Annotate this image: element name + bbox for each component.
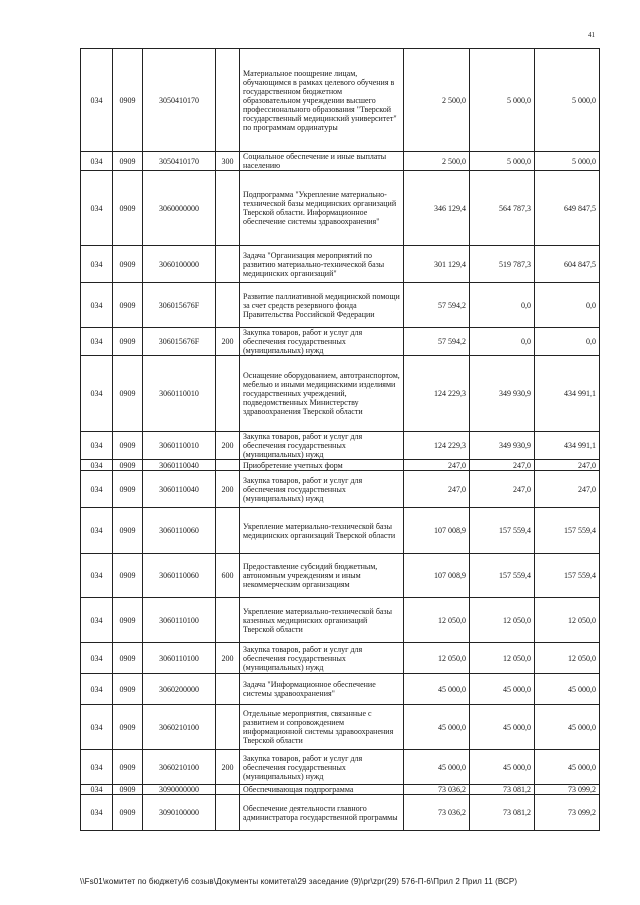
cell-admin-code: 034 — [81, 49, 113, 152]
cell-amount-3: 5 000,0 — [535, 49, 600, 152]
cell-description: Задача "Информационное обеспечение системы здравоохранения" — [240, 674, 404, 705]
cell-admin-code: 034 — [81, 283, 113, 328]
cell-target-article: 306015676F — [143, 283, 216, 328]
cell-admin-code: 034 — [81, 795, 113, 831]
cell-section-code: 0909 — [113, 471, 143, 508]
cell-amount-3: 0,0 — [535, 328, 600, 356]
cell-amount-1: 2 500,0 — [404, 49, 470, 152]
cell-amount-2: 73 081,2 — [470, 785, 535, 795]
cell-description: Закупка товаров, работ и услуг для обеспечения государственных (муниципальных) нужд — [240, 432, 404, 460]
cell-amount-3: 45 000,0 — [535, 674, 600, 705]
cell-expense-type — [216, 785, 240, 795]
table-row — [81, 283, 600, 328]
cell-target-article: 3060110060 — [143, 508, 216, 554]
cell-amount-3: 649 847,5 — [535, 171, 600, 246]
cell-description: Закупка товаров, работ и услуг для обеспечения государственных (муниципальных) нужд — [240, 643, 404, 674]
cell-amount-3: 0,0 — [535, 283, 600, 328]
cell-description: Закупка товаров, работ и услуг для обеспечения государственных (муниципальных) нужд — [240, 471, 404, 508]
cell-target-article: 3060200000 — [143, 674, 216, 705]
cell-expense-type — [216, 795, 240, 831]
cell-amount-2: 5 000,0 — [470, 49, 535, 152]
table-row — [81, 171, 600, 246]
cell-amount-1: 45 000,0 — [404, 674, 470, 705]
table-row — [81, 598, 600, 643]
cell-amount-3: 5 000,0 — [535, 152, 600, 171]
cell-amount-3: 12 050,0 — [535, 643, 600, 674]
cell-amount-3: 157 559,4 — [535, 508, 600, 554]
cell-target-article: 3060210100 — [143, 750, 216, 785]
cell-amount-1: 107 008,9 — [404, 508, 470, 554]
cell-admin-code: 034 — [81, 471, 113, 508]
cell-expense-type: 200 — [216, 750, 240, 785]
cell-description: Подпрограмма "Укрепление материально-технической базы медицинских организаций Тверской области. Информационное обеспечение системы здравоохранения" — [240, 171, 404, 246]
cell-amount-3: 45 000,0 — [535, 750, 600, 785]
cell-target-article: 3060110010 — [143, 356, 216, 432]
cell-expense-type — [216, 171, 240, 246]
page-number: 41 — [588, 31, 595, 39]
cell-section-code: 0909 — [113, 171, 143, 246]
cell-admin-code: 034 — [81, 152, 113, 171]
cell-admin-code: 034 — [81, 750, 113, 785]
cell-expense-type: 300 — [216, 152, 240, 171]
cell-amount-3: 45 000,0 — [535, 705, 600, 750]
cell-target-article: 306015676F — [143, 328, 216, 356]
cell-description: Материальное поощрение лицам, обучающимся в рамках целевого обучения в государственном бюджетном образовательном учреждении высшего профессионального образования "Тверской государственный медицинский университет" по программам ординатуры — [240, 49, 404, 152]
table-row — [81, 643, 600, 674]
cell-amount-3: 247,0 — [535, 471, 600, 508]
cell-amount-2: 45 000,0 — [470, 674, 535, 705]
cell-amount-2: 157 559,4 — [470, 508, 535, 554]
cell-amount-1: 107 008,9 — [404, 554, 470, 598]
table-row — [81, 508, 600, 554]
cell-amount-1: 57 594,2 — [404, 283, 470, 328]
cell-amount-3: 73 099,2 — [535, 785, 600, 795]
table-row — [81, 246, 600, 283]
table-row — [81, 328, 600, 356]
cell-section-code: 0909 — [113, 356, 143, 432]
table-row — [81, 785, 600, 795]
cell-section-code: 0909 — [113, 785, 143, 795]
cell-section-code: 0909 — [113, 554, 143, 598]
cell-amount-2: 247,0 — [470, 460, 535, 471]
cell-amount-1: 247,0 — [404, 471, 470, 508]
cell-target-article: 3050410170 — [143, 49, 216, 152]
cell-amount-1: 124 229,3 — [404, 356, 470, 432]
cell-expense-type — [216, 508, 240, 554]
cell-amount-1: 2 500,0 — [404, 152, 470, 171]
cell-description: Обеспечение деятельности главного администратора государственной программы — [240, 795, 404, 831]
table-row — [81, 432, 600, 460]
cell-section-code: 0909 — [113, 674, 143, 705]
cell-section-code: 0909 — [113, 460, 143, 471]
table-row — [81, 554, 600, 598]
cell-admin-code: 034 — [81, 674, 113, 705]
cell-amount-2: 12 050,0 — [470, 598, 535, 643]
cell-admin-code: 034 — [81, 705, 113, 750]
cell-amount-1: 247,0 — [404, 460, 470, 471]
cell-amount-1: 124 229,3 — [404, 432, 470, 460]
cell-amount-1: 12 050,0 — [404, 598, 470, 643]
cell-target-article: 3060110040 — [143, 471, 216, 508]
cell-expense-type: 200 — [216, 432, 240, 460]
cell-expense-type — [216, 460, 240, 471]
cell-amount-3: 73 099,2 — [535, 795, 600, 831]
cell-target-article: 3060110100 — [143, 598, 216, 643]
cell-amount-2: 73 081,2 — [470, 795, 535, 831]
cell-admin-code: 034 — [81, 246, 113, 283]
cell-section-code: 0909 — [113, 705, 143, 750]
cell-description: Оснащение оборудованием, автотранспортом, мебелью и иными медицинскими изделиями государственных учреждений, подведомственных Министерству здравоохранения Тверской области — [240, 356, 404, 432]
cell-target-article: 3060000000 — [143, 171, 216, 246]
cell-expense-type — [216, 674, 240, 705]
table-row — [81, 356, 600, 432]
cell-amount-2: 349 930,9 — [470, 432, 535, 460]
cell-section-code: 0909 — [113, 283, 143, 328]
cell-target-article: 3090000000 — [143, 785, 216, 795]
cell-amount-3: 12 050,0 — [535, 598, 600, 643]
cell-amount-1: 301 129,4 — [404, 246, 470, 283]
cell-description: Предоставление субсидий бюджетным, автономным учреждениям и иным некоммерческим организациям — [240, 554, 404, 598]
cell-expense-type: 200 — [216, 471, 240, 508]
cell-description: Обеспечивающая подпрограмма — [240, 785, 404, 795]
cell-target-article: 3060100000 — [143, 246, 216, 283]
cell-admin-code: 034 — [81, 171, 113, 246]
table-row — [81, 750, 600, 785]
cell-amount-1: 57 594,2 — [404, 328, 470, 356]
footer-file-path: \\Fs01\комитет по бюджету\6 созыв\Документы комитета\29 заседание (9)\pr\zpr(29) 576-П-6\Прил 2 Прил 11 (ВСР) — [80, 877, 518, 886]
table-row — [81, 471, 600, 508]
budget-table — [80, 48, 600, 831]
table-body — [81, 49, 600, 831]
cell-description: Приобретение учетных форм — [240, 460, 404, 471]
table-row — [81, 460, 600, 471]
table-row — [81, 49, 600, 152]
cell-section-code: 0909 — [113, 643, 143, 674]
cell-description: Закупка товаров, работ и услуг для обеспечения государственных (муниципальных) нужд — [240, 328, 404, 356]
cell-expense-type — [216, 246, 240, 283]
cell-admin-code: 034 — [81, 432, 113, 460]
cell-description: Отдельные мероприятия, связанные с развитием и сопровождением информационной системы здравоохранения Тверской области — [240, 705, 404, 750]
cell-amount-1: 346 129,4 — [404, 171, 470, 246]
cell-amount-1: 12 050,0 — [404, 643, 470, 674]
cell-section-code: 0909 — [113, 598, 143, 643]
cell-admin-code: 034 — [81, 508, 113, 554]
cell-amount-2: 519 787,3 — [470, 246, 535, 283]
cell-amount-2: 564 787,3 — [470, 171, 535, 246]
cell-amount-2: 247,0 — [470, 471, 535, 508]
cell-description: Задача "Организация мероприятий по развитию материально-технической базы медицинских организаций" — [240, 246, 404, 283]
cell-expense-type — [216, 356, 240, 432]
cell-admin-code: 034 — [81, 785, 113, 795]
cell-target-article: 3060210100 — [143, 705, 216, 750]
cell-amount-1: 45 000,0 — [404, 705, 470, 750]
cell-admin-code: 034 — [81, 356, 113, 432]
cell-expense-type: 600 — [216, 554, 240, 598]
cell-amount-3: 434 991,1 — [535, 356, 600, 432]
cell-section-code: 0909 — [113, 795, 143, 831]
cell-amount-2: 0,0 — [470, 328, 535, 356]
cell-section-code: 0909 — [113, 508, 143, 554]
cell-expense-type — [216, 283, 240, 328]
table-row — [81, 795, 600, 831]
cell-target-article: 3060110010 — [143, 432, 216, 460]
cell-amount-2: 349 930,9 — [470, 356, 535, 432]
cell-expense-type — [216, 705, 240, 750]
cell-amount-2: 45 000,0 — [470, 750, 535, 785]
cell-target-article: 3090100000 — [143, 795, 216, 831]
cell-expense-type: 200 — [216, 328, 240, 356]
cell-target-article: 3060110040 — [143, 460, 216, 471]
cell-amount-2: 45 000,0 — [470, 705, 535, 750]
cell-amount-2: 157 559,4 — [470, 554, 535, 598]
cell-amount-3: 247,0 — [535, 460, 600, 471]
cell-amount-1: 45 000,0 — [404, 750, 470, 785]
cell-amount-3: 604 847,5 — [535, 246, 600, 283]
table-row — [81, 705, 600, 750]
cell-section-code: 0909 — [113, 49, 143, 152]
cell-admin-code: 034 — [81, 643, 113, 674]
cell-target-article: 3050410170 — [143, 152, 216, 171]
cell-admin-code: 034 — [81, 598, 113, 643]
cell-description: Закупка товаров, работ и услуг для обеспечения государственных (муниципальных) нужд — [240, 750, 404, 785]
cell-amount-2: 5 000,0 — [470, 152, 535, 171]
cell-admin-code: 034 — [81, 328, 113, 356]
cell-section-code: 0909 — [113, 750, 143, 785]
cell-section-code: 0909 — [113, 246, 143, 283]
cell-description: Социальное обеспечение и иные выплаты населению — [240, 152, 404, 171]
cell-amount-3: 434 991,1 — [535, 432, 600, 460]
cell-amount-1: 73 036,2 — [404, 785, 470, 795]
cell-section-code: 0909 — [113, 432, 143, 460]
cell-section-code: 0909 — [113, 152, 143, 171]
cell-description: Развитие паллиативной медицинской помощи за счет средств резервного фонда Правительства Российской Федерации — [240, 283, 404, 328]
cell-admin-code: 034 — [81, 460, 113, 471]
cell-description: Укрепление материально-технической базы казенных медицинских организаций Тверской области — [240, 598, 404, 643]
cell-section-code: 0909 — [113, 328, 143, 356]
cell-description: Укрепление материально-технической базы медицинских организаций Тверской области — [240, 508, 404, 554]
cell-amount-3: 157 559,4 — [535, 554, 600, 598]
cell-expense-type — [216, 49, 240, 152]
cell-expense-type — [216, 598, 240, 643]
cell-expense-type: 200 — [216, 643, 240, 674]
table-row — [81, 152, 600, 171]
cell-target-article: 3060110060 — [143, 554, 216, 598]
cell-admin-code: 034 — [81, 554, 113, 598]
cell-amount-2: 0,0 — [470, 283, 535, 328]
cell-amount-1: 73 036,2 — [404, 795, 470, 831]
table-row — [81, 674, 600, 705]
cell-amount-2: 12 050,0 — [470, 643, 535, 674]
cell-target-article: 3060110100 — [143, 643, 216, 674]
